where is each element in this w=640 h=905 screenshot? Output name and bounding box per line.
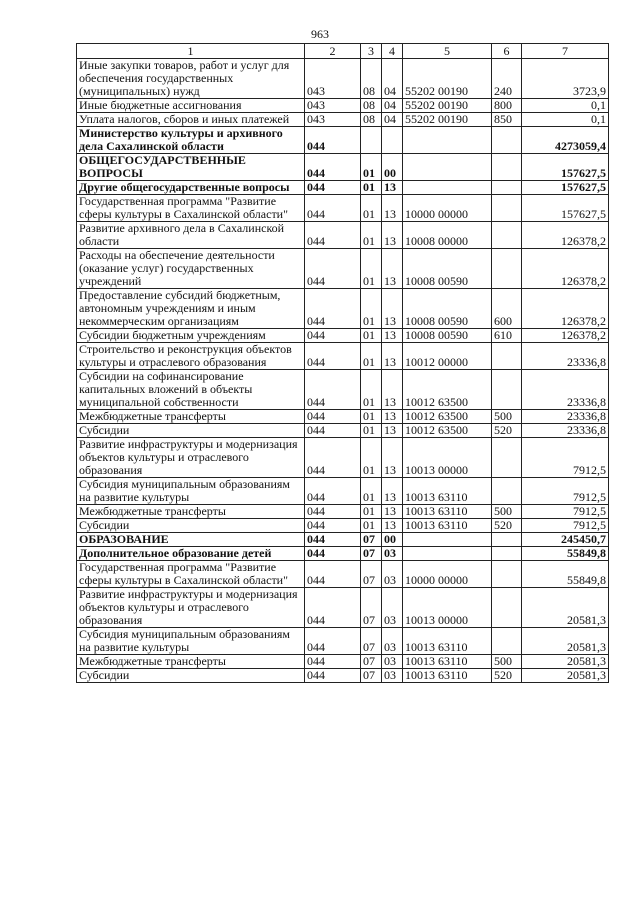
column-header: 6 [492,44,522,59]
row-code-3: 01 [361,438,382,478]
row-code-4: 13 [382,370,403,410]
row-amount: 4273059,4 [522,127,609,154]
table-row [77,249,609,289]
row-code-6: 850 [492,113,522,127]
row-code-2: 043 [305,99,361,113]
row-code-5 [403,154,492,181]
row-code-5: 10013 63110 [403,669,492,683]
row-code-2: 044 [305,410,361,424]
row-code-6: 520 [492,669,522,683]
row-code-3: 01 [361,478,382,505]
row-code-4: 04 [382,113,403,127]
row-amount: 23336,8 [522,370,609,410]
column-header: 7 [522,44,609,59]
row-code-2: 043 [305,59,361,99]
row-name: Государственная программа "Развитие сферы культуры в Сахалинской области" [77,561,305,588]
table-row [77,505,609,519]
row-name: Межбюджетные трансферты [77,505,305,519]
row-name: Субсидии бюджетным учреждениям [77,329,305,343]
row-code-4: 03 [382,628,403,655]
row-code-3: 01 [361,154,382,181]
row-code-6 [492,154,522,181]
row-amount: 157627,5 [522,181,609,195]
row-code-4: 03 [382,669,403,683]
row-code-6: 240 [492,59,522,99]
row-code-2: 044 [305,154,361,181]
table-row [77,59,609,99]
table-row [77,127,609,154]
table-row [77,195,609,222]
row-code-6 [492,181,522,195]
row-name: Субсидии [77,669,305,683]
row-code-5: 10008 00000 [403,222,492,249]
row-amount: 23336,8 [522,343,609,370]
row-amount: 20581,3 [522,669,609,683]
row-name: Развитие инфраструктуры и модернизация объектов культуры и отраслевого образования [77,588,305,628]
row-amount: 126378,2 [522,289,609,329]
row-code-6 [492,588,522,628]
row-code-2: 044 [305,628,361,655]
row-amount: 20581,3 [522,588,609,628]
row-code-6: 520 [492,424,522,438]
row-amount: 245450,7 [522,533,609,547]
row-code-4: 13 [382,329,403,343]
table-row [77,181,609,195]
row-code-5: 10012 00000 [403,343,492,370]
column-header: 2 [305,44,361,59]
row-code-3: 01 [361,181,382,195]
row-code-2: 044 [305,505,361,519]
row-code-2: 044 [305,222,361,249]
row-code-5: 10008 00590 [403,329,492,343]
row-code-3: 01 [361,343,382,370]
row-code-5: 10013 63110 [403,478,492,505]
row-code-3: 07 [361,669,382,683]
row-code-6 [492,249,522,289]
table-row [77,289,609,329]
row-name: Иные закупки товаров, работ и услуг для обеспечения государственных (муниципальных) нужд [77,59,305,99]
row-code-5: 10000 00000 [403,195,492,222]
row-code-3: 01 [361,329,382,343]
row-code-4: 00 [382,533,403,547]
row-code-3: 08 [361,99,382,113]
row-code-5: 10013 63110 [403,519,492,533]
row-code-3: 01 [361,370,382,410]
table-row [77,669,609,683]
row-code-6 [492,533,522,547]
row-code-2: 044 [305,519,361,533]
row-code-6: 500 [492,655,522,669]
row-name: Субсидии [77,519,305,533]
row-name: Уплата налогов, сборов и иных платежей [77,113,305,127]
row-amount: 7912,5 [522,519,609,533]
row-code-4: 00 [382,154,403,181]
row-code-2: 044 [305,669,361,683]
table-row [77,561,609,588]
row-code-6 [492,370,522,410]
row-code-2: 044 [305,438,361,478]
row-code-5: 55202 00190 [403,99,492,113]
row-code-3: 08 [361,59,382,99]
row-code-2: 044 [305,533,361,547]
row-code-6: 520 [492,519,522,533]
row-amount: 23336,8 [522,410,609,424]
row-amount: 0,1 [522,113,609,127]
table-row [77,478,609,505]
row-code-4: 13 [382,424,403,438]
row-amount: 20581,3 [522,655,609,669]
table-row [77,113,609,127]
row-code-4: 13 [382,438,403,478]
page-number: 963 [311,27,329,41]
table-body [77,59,609,683]
row-amount: 3723,9 [522,59,609,99]
row-amount: 126378,2 [522,222,609,249]
row-amount: 157627,5 [522,195,609,222]
row-code-4: 13 [382,519,403,533]
table-row [77,222,609,249]
column-header: 4 [382,44,403,59]
row-code-3: 07 [361,533,382,547]
row-code-5: 10012 63500 [403,410,492,424]
row-code-5: 10000 00000 [403,561,492,588]
row-amount: 23336,8 [522,424,609,438]
row-amount: 55849,8 [522,561,609,588]
row-code-2: 044 [305,478,361,505]
row-code-4: 13 [382,343,403,370]
column-header: 1 [77,44,305,59]
row-amount: 7912,5 [522,505,609,519]
row-name: Дополнительное образование детей [77,547,305,561]
row-code-3: 01 [361,222,382,249]
row-code-6: 800 [492,99,522,113]
row-code-6 [492,127,522,154]
row-code-3: 07 [361,655,382,669]
row-code-6 [492,547,522,561]
row-code-5 [403,533,492,547]
row-code-2: 044 [305,343,361,370]
row-code-4: 13 [382,505,403,519]
row-code-5 [403,547,492,561]
header-row [77,44,609,59]
table-header [77,44,609,59]
row-code-2: 044 [305,588,361,628]
row-code-5: 10013 00000 [403,588,492,628]
row-code-3 [361,127,382,154]
row-code-6: 500 [492,505,522,519]
row-code-3: 01 [361,519,382,533]
row-code-5: 10012 63500 [403,370,492,410]
row-code-5: 55202 00190 [403,59,492,99]
row-code-6 [492,343,522,370]
row-name: Предоставление субсидий бюджетным, автономным учреждениям и иным некоммерческим организациям [77,289,305,329]
row-code-4: 13 [382,478,403,505]
row-code-3: 01 [361,410,382,424]
row-code-5: 10013 63110 [403,655,492,669]
row-code-6 [492,195,522,222]
table-row [77,547,609,561]
row-code-4: 03 [382,655,403,669]
row-code-2: 044 [305,195,361,222]
row-code-4 [382,127,403,154]
row-code-4: 13 [382,249,403,289]
row-code-2: 044 [305,289,361,329]
row-code-6: 500 [492,410,522,424]
row-code-6 [492,628,522,655]
table-row [77,588,609,628]
column-header: 5 [403,44,492,59]
row-amount: 55849,8 [522,547,609,561]
row-code-4: 03 [382,588,403,628]
row-name: Межбюджетные трансферты [77,410,305,424]
row-name: Развитие архивного дела в Сахалинской области [77,222,305,249]
row-code-2: 044 [305,127,361,154]
row-amount: 126378,2 [522,329,609,343]
row-code-2: 044 [305,655,361,669]
row-code-3: 01 [361,424,382,438]
table-row [77,533,609,547]
row-name: Развитие инфраструктуры и модернизация объектов культуры и отраслевого образования [77,438,305,478]
row-amount: 7912,5 [522,438,609,478]
row-code-4: 13 [382,410,403,424]
table-row [77,329,609,343]
table-row [77,628,609,655]
row-name: Иные бюджетные ассигнования [77,99,305,113]
table-row [77,424,609,438]
row-amount: 7912,5 [522,478,609,505]
row-code-5: 10012 63500 [403,424,492,438]
row-name: ОБРАЗОВАНИЕ [77,533,305,547]
row-name: Другие общегосударственные вопросы [77,181,305,195]
row-code-2: 044 [305,329,361,343]
row-code-5 [403,127,492,154]
row-name: Строительство и реконструкция объектов культуры и отраслевого образования [77,343,305,370]
row-code-2: 044 [305,424,361,438]
table-row [77,410,609,424]
row-code-2: 044 [305,561,361,588]
row-code-5: 10013 63110 [403,628,492,655]
row-code-4: 04 [382,99,403,113]
row-code-3: 07 [361,588,382,628]
row-name: Расходы на обеспечение деятельности (оказание услуг) государственных учреждений [77,249,305,289]
row-code-6: 610 [492,329,522,343]
row-name: Министерство культуры и архивного дела Сахалинской области [77,127,305,154]
row-code-5: 10013 00000 [403,438,492,478]
row-code-4: 03 [382,561,403,588]
row-code-6 [492,222,522,249]
row-code-6 [492,478,522,505]
table-row [77,438,609,478]
row-name: Субсидии на софинансирование капитальных вложений в объекты муниципальной собственности [77,370,305,410]
row-name: Субсидия муниципальным образованиям на развитие культуры [77,628,305,655]
row-name: Межбюджетные трансферты [77,655,305,669]
row-code-3: 07 [361,628,382,655]
row-name: Субсидия муниципальным образованиям на развитие культуры [77,478,305,505]
row-amount: 126378,2 [522,249,609,289]
row-name: ОБЩЕГОСУДАРСТВЕННЫЕ ВОПРОСЫ [77,154,305,181]
row-code-2: 044 [305,249,361,289]
row-amount: 20581,3 [522,628,609,655]
row-code-6 [492,561,522,588]
row-amount: 157627,5 [522,154,609,181]
table-row [77,655,609,669]
row-code-6 [492,438,522,478]
table-row [77,154,609,181]
row-code-3: 01 [361,289,382,329]
row-name: Государственная программа "Развитие сферы культуры в Сахалинской области" [77,195,305,222]
row-code-2: 044 [305,181,361,195]
row-name: Субсидии [77,424,305,438]
row-code-2: 044 [305,547,361,561]
row-code-4: 13 [382,195,403,222]
row-code-2: 044 [305,370,361,410]
row-code-3: 01 [361,505,382,519]
row-code-5: 10013 63110 [403,505,492,519]
row-amount: 0,1 [522,99,609,113]
row-code-3: 08 [361,113,382,127]
table-row [77,343,609,370]
row-code-4: 03 [382,547,403,561]
table-row [77,99,609,113]
row-code-4: 04 [382,59,403,99]
row-code-3: 07 [361,547,382,561]
row-code-2: 043 [305,113,361,127]
row-code-4: 13 [382,289,403,329]
row-code-3: 01 [361,249,382,289]
row-code-4: 13 [382,222,403,249]
row-code-3: 07 [361,561,382,588]
budget-table [76,43,609,683]
column-header: 3 [361,44,382,59]
row-code-5 [403,181,492,195]
row-code-6: 600 [492,289,522,329]
row-code-5: 10008 00590 [403,289,492,329]
table-row [77,370,609,410]
row-code-4: 13 [382,181,403,195]
row-code-5: 10008 00590 [403,249,492,289]
table-row [77,519,609,533]
row-code-5: 55202 00190 [403,113,492,127]
row-code-3: 01 [361,195,382,222]
